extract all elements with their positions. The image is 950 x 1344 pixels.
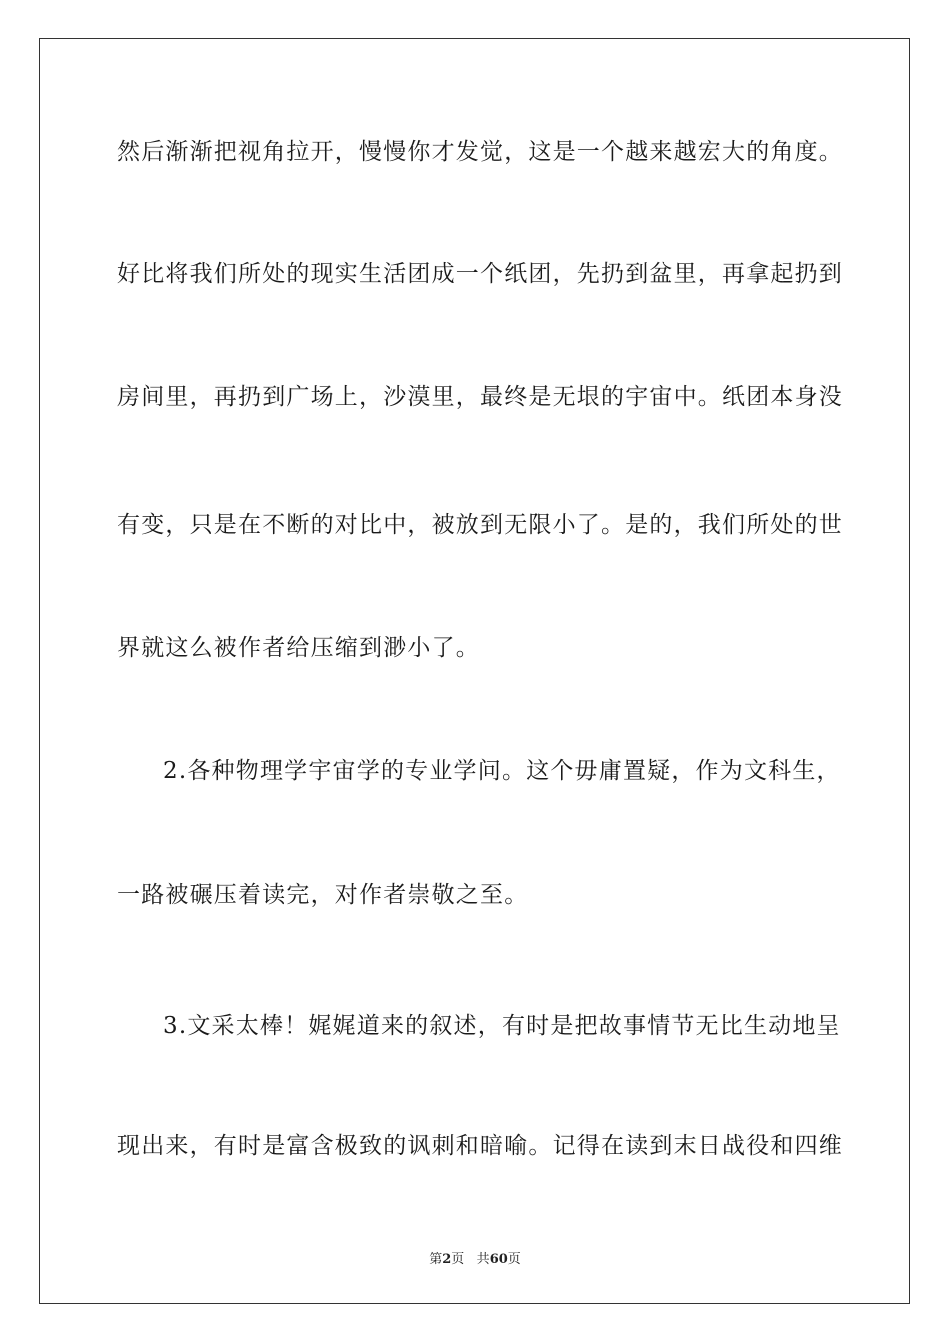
page-suffix: 页 [451, 1252, 465, 1267]
page-prefix: 第 [429, 1252, 443, 1267]
total-suffix: 页 [507, 1252, 521, 1267]
list-item-2-line-2: 一路被碾压着读完，对作者崇敬之至。 [117, 882, 529, 908]
paragraph-line-4: 有变，只是在不断的对比中，被放到无限小了。是的，我们所处的世 [117, 512, 843, 538]
list-item-3-line-1: 3.文采太棒！娓娓道来的叙述，有时是把故事情节无比生动地呈 [163, 1013, 841, 1039]
paragraph-line-1: 然后渐渐把视角拉开，慢慢你才发觉，这是一个越来越宏大的角度。 [117, 139, 843, 165]
list-item-3-line-2: 现出来，有时是富含极致的讽刺和暗喻。记得在读到末日战役和四维 [117, 1133, 843, 1159]
paragraph-line-2: 好比将我们所处的现实生活团成一个纸团，先扔到盆里，再拿起扔到 [117, 261, 843, 287]
page-number: 2 [442, 1252, 452, 1267]
paragraph-line-3: 房间里，再扔到广场上，沙漠里，最终是无垠的宇宙中。纸团本身没 [117, 384, 843, 410]
total-pages: 60 [489, 1252, 508, 1267]
paragraph-line-5: 界就这么被作者给压缩到渺小了。 [117, 635, 480, 661]
page-footer [0, 1248, 950, 1267]
list-item-2-line-1: 2.各种物理学宇宙学的专业学问。这个毋庸置疑，作为文科生， [163, 758, 841, 784]
page-border [39, 38, 910, 1304]
total-prefix: 共 [476, 1252, 490, 1267]
